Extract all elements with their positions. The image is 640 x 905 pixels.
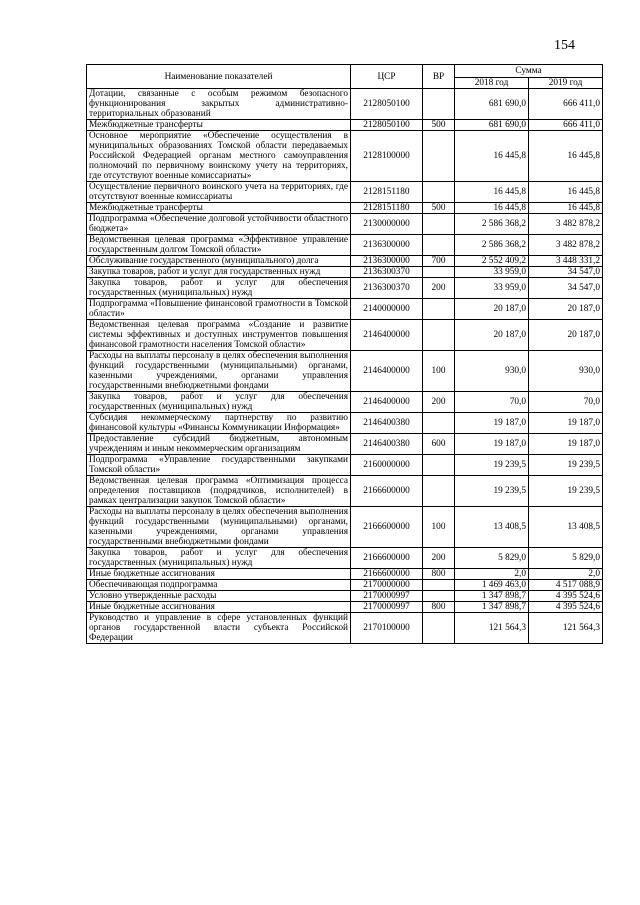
row-name: Основное мероприятие «Обеспечение осуществления в муниципальных образованиях Томской области передаваемых Российской Федерацией органам местного самоуправления полномочий по первичному воинскому учету на территориях, где отсутствуют военные комиссариаты» [87, 131, 351, 182]
row-csr-code: 2170000997 [351, 591, 423, 602]
row-csr-code: 2130000000 [351, 214, 423, 235]
row-name: Межбюджетные трансферты [87, 203, 351, 214]
header-year-2018: 2018 год [455, 78, 529, 89]
row-name: Руководство и управление в сфере установленных функций органов государственной власти субъекта Российской Федерации [87, 613, 351, 644]
row-name: Обеспечивающая подпрограмма [87, 580, 351, 591]
row-csr-code: 2128050100 [351, 120, 423, 131]
row-sum-2019: 19 239,5 [529, 476, 603, 507]
table-row [87, 89, 603, 120]
row-sum-2019: 16 445,8 [529, 131, 603, 182]
header-sum: Сумма [455, 65, 603, 78]
row-vr-code [423, 235, 455, 256]
row-vr-code [423, 182, 455, 203]
row-sum-2018: 33 959,0 [455, 267, 529, 278]
row-sum-2018: 2 552 409,2 [455, 256, 529, 267]
row-name: Дотации, связанные с особым режимом безопасного функционирования закрытых административно-территориальных образований [87, 89, 351, 120]
row-sum-2019: 4 395 524,6 [529, 602, 603, 613]
row-sum-2018: 19 187,0 [455, 413, 529, 434]
row-csr-code: 2140000000 [351, 299, 423, 320]
row-name: Ведомственная целевая программа «Оптимизация процесса определения поставщиков (подрядчиков, исполнителей) в рамках централизации закупок Томской области» [87, 476, 351, 507]
row-csr-code: 2160000000 [351, 455, 423, 476]
row-sum-2018: 1 347 898,7 [455, 591, 529, 602]
row-name: Осуществление первичного воинского учета на территориях, где отсутствуют военные комиссариаты [87, 182, 351, 203]
table-row [87, 392, 603, 413]
row-csr-code: 2170100000 [351, 613, 423, 644]
row-sum-2018: 121 564,3 [455, 613, 529, 644]
row-vr-code [423, 267, 455, 278]
row-sum-2019: 3 448 331,2 [529, 256, 603, 267]
table-row [87, 413, 603, 434]
row-name: Ведомственная целевая программа «Создание и развитие системы эффективных и доступных инструментов повышения финансовой грамотности населения Томской области» [87, 320, 351, 351]
row-sum-2018: 1 469 463,0 [455, 580, 529, 591]
table-row [87, 120, 603, 131]
row-vr-code: 100 [423, 507, 455, 548]
row-vr-code: 500 [423, 120, 455, 131]
row-vr-code: 600 [423, 434, 455, 455]
row-vr-code: 200 [423, 278, 455, 299]
row-sum-2018: 2 586 368,2 [455, 214, 529, 235]
row-sum-2019: 20 187,0 [529, 320, 603, 351]
budget-table [86, 64, 603, 644]
row-vr-code [423, 214, 455, 235]
row-vr-code [423, 591, 455, 602]
row-name: Закупка товаров, работ и услуг для государственных нужд [87, 267, 351, 278]
row-name: Условно утвержденные расходы [87, 591, 351, 602]
table-row [87, 580, 603, 591]
row-sum-2018: 1 347 898,7 [455, 602, 529, 613]
table-row [87, 591, 603, 602]
row-name: Подпрограмма «Обеспечение долговой устойчивости областного бюджета» [87, 214, 351, 235]
row-vr-code [423, 89, 455, 120]
table-row [87, 182, 603, 203]
row-csr-code: 2136300000 [351, 235, 423, 256]
row-vr-code [423, 580, 455, 591]
table-row [87, 613, 603, 644]
row-sum-2018: 20 187,0 [455, 320, 529, 351]
row-sum-2019: 34 547,0 [529, 278, 603, 299]
row-sum-2018: 930,0 [455, 351, 529, 392]
page-number: 154 [554, 38, 575, 53]
header-csr: ЦСР [351, 65, 423, 89]
row-sum-2019: 13 408,5 [529, 507, 603, 548]
row-csr-code: 2166600000 [351, 507, 423, 548]
row-sum-2018: 2 586 368,2 [455, 235, 529, 256]
table-row [87, 507, 603, 548]
row-sum-2019: 34 547,0 [529, 267, 603, 278]
row-sum-2018: 681 690,0 [455, 89, 529, 120]
row-sum-2018: 13 408,5 [455, 507, 529, 548]
row-sum-2019: 19 187,0 [529, 413, 603, 434]
row-csr-code: 2166600000 [351, 548, 423, 569]
table-row [87, 203, 603, 214]
row-csr-code: 2146400000 [351, 351, 423, 392]
row-vr-code: 800 [423, 569, 455, 580]
table-row [87, 320, 603, 351]
row-name: Подпрограмма «Управление государственными закупками Томской области» [87, 455, 351, 476]
table-row [87, 235, 603, 256]
row-sum-2019: 121 564,3 [529, 613, 603, 644]
row-name: Закупка товаров, работ и услуг для обеспечения государственных (муниципальных) нужд [87, 278, 351, 299]
row-sum-2019: 19 187,0 [529, 434, 603, 455]
row-csr-code: 2146400000 [351, 392, 423, 413]
row-vr-code [423, 476, 455, 507]
row-name: Иные бюджетные ассигнования [87, 569, 351, 580]
table-row [87, 131, 603, 182]
row-csr-code: 2170000000 [351, 580, 423, 591]
row-sum-2018: 16 445,8 [455, 131, 529, 182]
row-name: Предоставление субсидий бюджетным, автономным учреждениям и иным некоммерческим организациям [87, 434, 351, 455]
row-vr-code [423, 131, 455, 182]
table-row [87, 267, 603, 278]
row-sum-2019: 4 395 524,6 [529, 591, 603, 602]
row-sum-2018: 16 445,8 [455, 182, 529, 203]
table-row [87, 214, 603, 235]
row-csr-code: 2128100000 [351, 131, 423, 182]
table-row [87, 455, 603, 476]
row-sum-2019: 20 187,0 [529, 299, 603, 320]
row-csr-code: 2146400380 [351, 434, 423, 455]
row-vr-code [423, 320, 455, 351]
row-csr-code: 2146400000 [351, 320, 423, 351]
row-vr-code [423, 613, 455, 644]
row-sum-2019: 5 829,0 [529, 548, 603, 569]
row-sum-2019: 16 445,8 [529, 203, 603, 214]
table-row [87, 548, 603, 569]
row-name: Ведомственная целевая программа «Эффективное управление государственным долгом Томской области» [87, 235, 351, 256]
row-name: Расходы на выплаты персоналу в целях обеспечения выполнения функций государственными (муниципальными) органами, казенными учреждениями, органами управления государственными внебюджетными фондами [87, 351, 351, 392]
table-row [87, 299, 603, 320]
table-row [87, 278, 603, 299]
row-csr-code: 2128151180 [351, 203, 423, 214]
row-name: Межбюджетные трансферты [87, 120, 351, 131]
row-name: Обслуживание государственного (муниципального) долга [87, 256, 351, 267]
row-vr-code: 200 [423, 392, 455, 413]
header-vr: ВР [423, 65, 455, 89]
row-sum-2019: 2,0 [529, 569, 603, 580]
row-vr-code: 800 [423, 602, 455, 613]
row-name: Иные бюджетные ассигнования [87, 602, 351, 613]
row-vr-code: 500 [423, 203, 455, 214]
row-csr-code: 2128050100 [351, 89, 423, 120]
row-sum-2018: 19 239,5 [455, 476, 529, 507]
table-row [87, 476, 603, 507]
row-vr-code [423, 413, 455, 434]
header-name: Наименование показателей [87, 65, 351, 89]
table-row [87, 256, 603, 267]
row-csr-code: 2136300370 [351, 267, 423, 278]
table-body [87, 89, 603, 644]
row-sum-2019: 19 239,5 [529, 455, 603, 476]
row-name: Расходы на выплаты персоналу в целях обеспечения выполнения функций государственными (муниципальными) органами, казенными учреждениями, органами управления государственными внебюджетными фондами [87, 507, 351, 548]
row-sum-2018: 681 690,0 [455, 120, 529, 131]
table-row [87, 569, 603, 580]
row-name: Закупка товаров, работ и услуг для обеспечения государственных (муниципальных) нужд [87, 392, 351, 413]
row-sum-2018: 2,0 [455, 569, 529, 580]
row-sum-2018: 70,0 [455, 392, 529, 413]
row-vr-code: 700 [423, 256, 455, 267]
row-name: Закупка товаров, работ и услуг для обеспечения государственных (муниципальных) нужд [87, 548, 351, 569]
row-csr-code: 2146400380 [351, 413, 423, 434]
row-csr-code: 2136300000 [351, 256, 423, 267]
row-vr-code: 100 [423, 351, 455, 392]
table-row [87, 602, 603, 613]
row-sum-2019: 70,0 [529, 392, 603, 413]
row-sum-2019: 666 411,0 [529, 120, 603, 131]
row-sum-2019: 930,0 [529, 351, 603, 392]
row-csr-code: 2166600000 [351, 476, 423, 507]
row-sum-2018: 5 829,0 [455, 548, 529, 569]
row-sum-2018: 16 445,8 [455, 203, 529, 214]
row-vr-code [423, 299, 455, 320]
row-csr-code: 2128151180 [351, 182, 423, 203]
row-sum-2019: 3 482 878,2 [529, 235, 603, 256]
row-sum-2019: 666 411,0 [529, 89, 603, 120]
row-name: Субсидия некоммерческому партнерству по развитию финансовой культуры «Финансы Коммуникации Информация» [87, 413, 351, 434]
row-csr-code: 2166600000 [351, 569, 423, 580]
row-csr-code: 2170000997 [351, 602, 423, 613]
table-row [87, 351, 603, 392]
row-sum-2018: 20 187,0 [455, 299, 529, 320]
row-sum-2018: 19 239,5 [455, 455, 529, 476]
row-name: Подпрограмма «Повышение финансовой грамотности в Томской области» [87, 299, 351, 320]
row-csr-code: 2136300370 [351, 278, 423, 299]
row-sum-2018: 33 959,0 [455, 278, 529, 299]
row-sum-2019: 16 445,8 [529, 182, 603, 203]
row-vr-code [423, 455, 455, 476]
row-sum-2019: 4 517 088,9 [529, 580, 603, 591]
row-sum-2019: 3 482 878,2 [529, 214, 603, 235]
row-sum-2018: 19 187,0 [455, 434, 529, 455]
row-vr-code: 200 [423, 548, 455, 569]
table-row [87, 434, 603, 455]
header-year-2019: 2019 год [529, 78, 603, 89]
